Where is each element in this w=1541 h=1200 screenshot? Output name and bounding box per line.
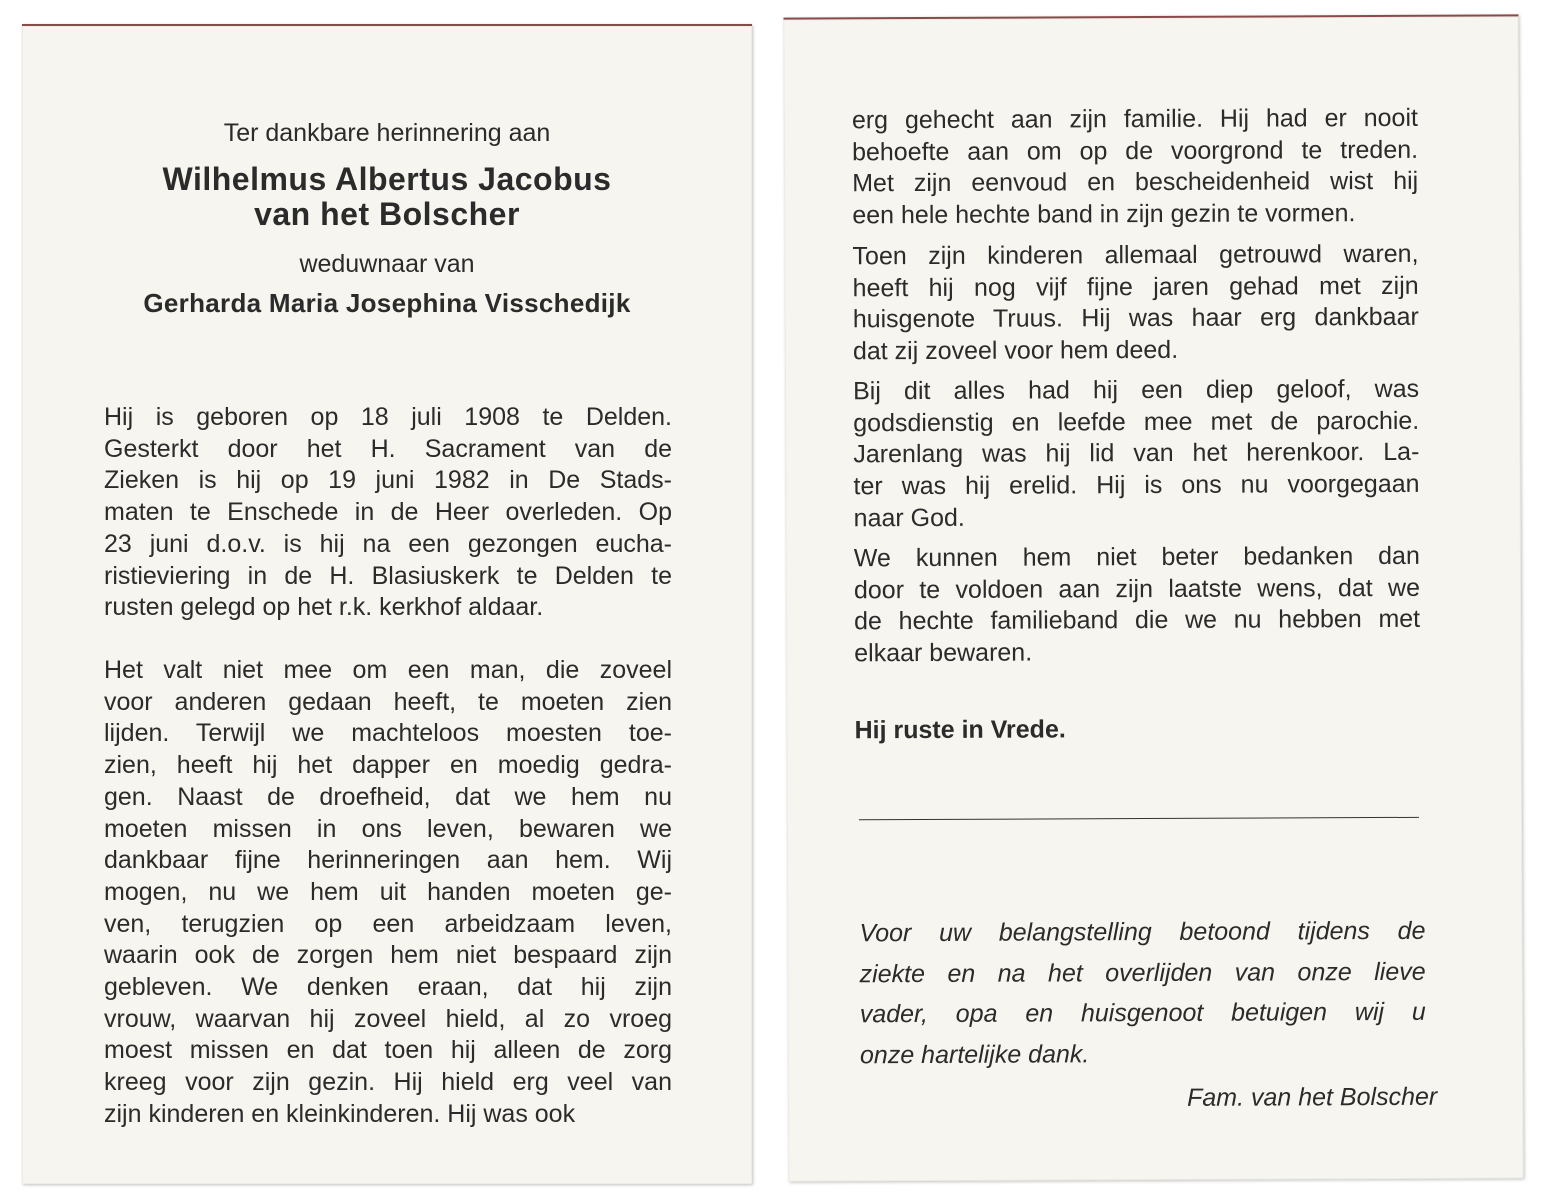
- text-line: mogen, nu we hem uit handen moeten ge-: [104, 877, 672, 906]
- children-paragraph: [852, 239, 1419, 368]
- text-line: We kunnen hem niet beter bedanken dan: [853, 541, 1420, 573]
- text-line: Hij is geboren op 18 juli 1908 te Delden.: [104, 403, 672, 431]
- memorial-card-right: [783, 14, 1523, 1181]
- memorial-card-left: [22, 24, 752, 1184]
- family-paragraph: [852, 103, 1419, 232]
- text-line: Zieken is hij op 19 juni 1982 in De Stads-: [104, 466, 672, 495]
- text-line: dat zij zoveel voor hem deed.: [852, 335, 1179, 366]
- text-line: Voor uw belangstelling betoond tijdens de: [859, 916, 1426, 948]
- text-line: godsdienstig en leefde mee met de parochie.: [853, 406, 1420, 438]
- text-line: Met zijn eenvoud en bescheidenheid wist hij: [852, 167, 1419, 198]
- text-line: ristieviering in de H. Blasiuskerk te Delden te: [104, 561, 672, 590]
- text-line: elkaar bewaren.: [854, 638, 1033, 668]
- text-line: lijden. Terwijl we machteloos moesten toe-: [104, 719, 672, 748]
- text-line: Gesterkt door het H. Sacrament van de: [104, 434, 672, 463]
- deceased-name-line2: van het Bolscher: [254, 196, 520, 232]
- text-line: onze hartelijke dank.: [859, 1039, 1090, 1069]
- faith-paragraph: [853, 374, 1420, 535]
- thanks-paragraph: [859, 911, 1426, 1075]
- wish-paragraph: [854, 541, 1421, 670]
- text-line: maten te Enschede in de Heer overleden. Op: [104, 498, 672, 527]
- text-line: 23 juni d.o.v. is hij na een gezongen eucha-: [104, 529, 672, 558]
- spouse-name: Gerharda Maria Josephina Visschedijk: [143, 288, 631, 318]
- text-line: ziekte en na het overlijden van onze lieve: [859, 957, 1426, 988]
- intro-text: Ter dankbare herinnering aan: [223, 119, 551, 147]
- text-line: moest missen en dat toen hij alleen de zorg: [104, 1036, 672, 1065]
- text-line: Het valt niet mee om een man, die zoveel: [104, 656, 672, 684]
- text-line: gen. Naast de droefheid, dat we hem nu: [104, 782, 672, 811]
- text-line: voor anderen gedaan heeft, te moeten zien: [104, 687, 672, 716]
- tribute-paragraph: [104, 655, 672, 1131]
- text-line: de hechte familieband die we nu hebben met: [854, 605, 1421, 636]
- text-line: zijn kinderen en kleinkinderen. Hij was ook: [104, 1099, 576, 1128]
- text-line: vrouw, waarvan hij zoveel hield, al zo vroeg: [104, 1004, 672, 1033]
- text-line: gebleven. We denken eraan, dat hij zijn: [104, 973, 672, 1002]
- text-line: kreeg voor zijn gezin. Hij hield erg veel van: [104, 1068, 672, 1097]
- text-line: ven, terugzien op een arbeidzaam leven,: [104, 909, 672, 938]
- text-line: rusten gelegd op het r.k. kerkhof aldaar.: [104, 593, 544, 622]
- text-line: Jarenlang was hij lid van het herenkoor. La-: [853, 438, 1420, 469]
- family-signature: Fam. van het Bolscher: [1186, 1082, 1438, 1112]
- text-line: ter was hij erelid. Hij is ons nu voorgegaan: [853, 469, 1420, 501]
- text-line: heeft hij nog vijf fijne jaren gehad met zijn: [852, 271, 1419, 303]
- text-line: Toen zijn kinderen allemaal getrouwd waren,: [852, 239, 1419, 271]
- text-line: Bij dit alles had hij een diep geloof, was: [853, 374, 1420, 406]
- divider: [859, 817, 1419, 820]
- widower-text: weduwnaar van: [299, 250, 475, 278]
- text-line: vader, opa en huisgenoot betuigen wij u: [859, 997, 1426, 1029]
- text-line: moeten missen in ons leven, bewaren we: [104, 814, 672, 843]
- deceased-name-line1: Wilhelmus Albertus Jacobus: [162, 161, 612, 197]
- text-line: een hele hechte band in zijn gezin te vormen.: [852, 199, 1356, 230]
- text-line: zien, heeft hij het dapper en moedig gedra-: [104, 751, 672, 780]
- text-line: huisgenote Truus. Hij was haar erg dankbaar: [852, 303, 1419, 334]
- text-line: erg gehecht aan zijn familie. Hij had er nooit: [851, 103, 1418, 135]
- text-line: waarin ook de zorgen hem niet bespaard zijn: [104, 941, 672, 970]
- text-line: behoefte aan om op de voorgrond te treden.: [851, 135, 1419, 167]
- closing-line: Hij ruste in Vrede.: [854, 715, 1066, 745]
- text-line: door te voldoen aan zijn laatste wens, dat we: [853, 573, 1421, 605]
- text-line: dankbaar fijne herinneringen aan hem. Wij: [104, 846, 672, 875]
- text-line: naar God.: [853, 503, 965, 533]
- biography-paragraph: [104, 402, 672, 624]
